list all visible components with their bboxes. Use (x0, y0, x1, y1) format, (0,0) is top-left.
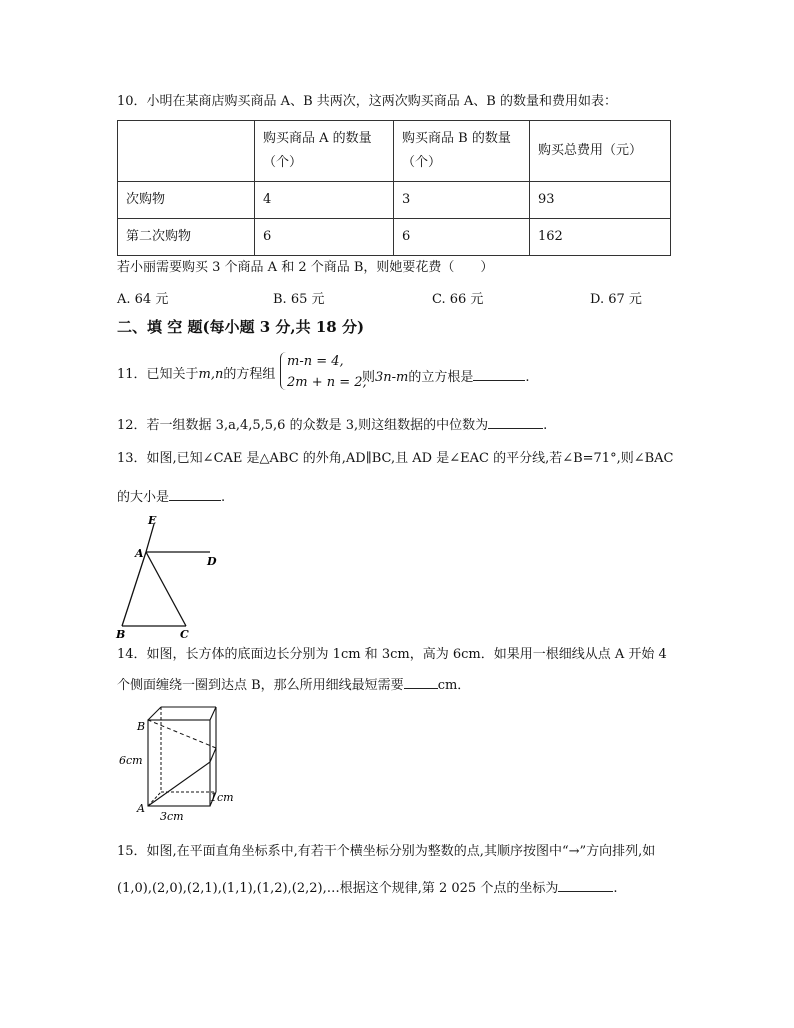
q13-text: 的大小是 (117, 490, 170, 505)
q11-end: . (525, 370, 530, 385)
q10-option-a[interactable]: A. 64 元 (117, 292, 169, 307)
label-a: A (137, 802, 145, 815)
label-c: C (180, 628, 189, 641)
q11-middle: 的方程组 (223, 367, 276, 382)
table-header-row (118, 121, 671, 182)
q13-line-1: 13．如图,已知∠CAE 是△ABC 的外角,AD∥BC,且 AD 是∠EAC 的平分线,若∠B=71°,则∠BAC (117, 451, 674, 466)
q12-end: . (543, 418, 548, 433)
line-ab (122, 552, 146, 626)
q13-triangle-figure (110, 512, 230, 642)
q10-question: 若小丽需要购买 3 个商品 A 和 2 个商品 B，则她要花费（ ） (117, 260, 494, 275)
q13-answer-blank[interactable] (169, 486, 221, 501)
label-d: D (207, 555, 217, 568)
q14-cuboid-figure (110, 700, 250, 828)
q11-suffix: 的立方根是 (408, 370, 474, 385)
q10-option-d[interactable]: D. 67 元 (590, 292, 642, 307)
table-header-cell: 购买商品 B 的数量（个） (394, 121, 530, 182)
table-cell: 6 (394, 219, 530, 256)
q11-after: 则 (362, 370, 376, 385)
table-row (118, 219, 671, 256)
q10-option-b[interactable]: B. 65 元 (273, 292, 325, 307)
label-b: B (116, 628, 126, 641)
label-e: E (148, 514, 157, 527)
table-header-cell: 购买商品 A 的数量（个） (255, 121, 394, 182)
q13-end: . (221, 490, 226, 505)
q12-line (117, 414, 547, 435)
q11-line (117, 366, 275, 384)
table-cell: 4 (255, 182, 394, 219)
q11-equation-2: 2m + n = 2, (287, 375, 367, 390)
string-back (148, 720, 216, 748)
table-cell: 6 (255, 219, 394, 256)
label-height: 6cm (119, 754, 143, 767)
table-row (118, 182, 671, 219)
q11-answer-blank[interactable] (473, 366, 525, 381)
q15-end: . (613, 881, 618, 896)
front-face (148, 720, 210, 806)
q14-text: 个侧面缠绕一圈到达点 B，那么所用细线最短需要 (117, 678, 404, 693)
q14-answer-blank[interactable] (404, 674, 438, 689)
table-cell: 第二次购物 (118, 219, 255, 256)
label-depth: 1cm (210, 791, 234, 804)
table-cell: 次购物 (118, 182, 255, 219)
string-front (148, 762, 210, 806)
label-width: 3cm (160, 810, 184, 823)
q15-line-2 (117, 877, 617, 898)
q11-equation-1: m-n = 4, (287, 354, 344, 369)
q14-line-1: 14．如图，长方体的底面边长分别为 1cm 和 3cm，高为 6cm．如果用一根细线从点 A 开始 4 (117, 647, 667, 662)
q11-vars: m,n (198, 367, 224, 382)
q14-line-2 (117, 674, 470, 695)
hidden-bottom-left-edge (148, 792, 161, 806)
table-header-cell (118, 121, 255, 182)
line-ac (146, 552, 186, 626)
top-edge-right (210, 707, 216, 720)
table-cell: 162 (530, 219, 671, 256)
q13-line-2 (117, 486, 225, 507)
label-a: A (135, 547, 144, 560)
q15-line-1: 15．如图,在平面直角坐标系中,有若干个横坐标分别为整数的点,其顺序按图中“→”方向排列,如 (117, 844, 656, 859)
q10-stem: 10．小明在某商店购买商品 A、B 共两次，这两次购买商品 A、B 的数量和费用如表： (117, 94, 617, 109)
label-b: B (137, 720, 146, 733)
q11-prefix: 11．已知关于 (117, 367, 199, 382)
string-right (210, 748, 216, 762)
line-ae (146, 524, 154, 552)
q10-table (117, 120, 671, 256)
q11-question (362, 366, 530, 387)
q11-expr: 3n-m (375, 370, 409, 385)
table-header-cell: 购买总费用（元） (530, 121, 671, 182)
q12-text: 12．若一组数据 3,a,4,5,5,6 的众数是 3,则这组数据的中位数为 (117, 418, 489, 433)
top-edge-left (148, 707, 161, 720)
section-title: 二、填 空 题(每小题 3 分,共 18 分) (117, 318, 365, 336)
q10-option-c[interactable]: C. 66 元 (432, 292, 484, 307)
table-cell: 3 (394, 182, 530, 219)
q12-answer-blank[interactable] (488, 414, 543, 429)
q15-answer-blank[interactable] (558, 877, 613, 892)
q14-unit: cm． (437, 678, 471, 693)
q15-text: (1,0),(2,0),(2,1),(1,1),(1,2),(2,2),…根据这个规律,第 2 025 个点的坐标为 (117, 881, 559, 896)
table-cell: 93 (530, 182, 671, 219)
